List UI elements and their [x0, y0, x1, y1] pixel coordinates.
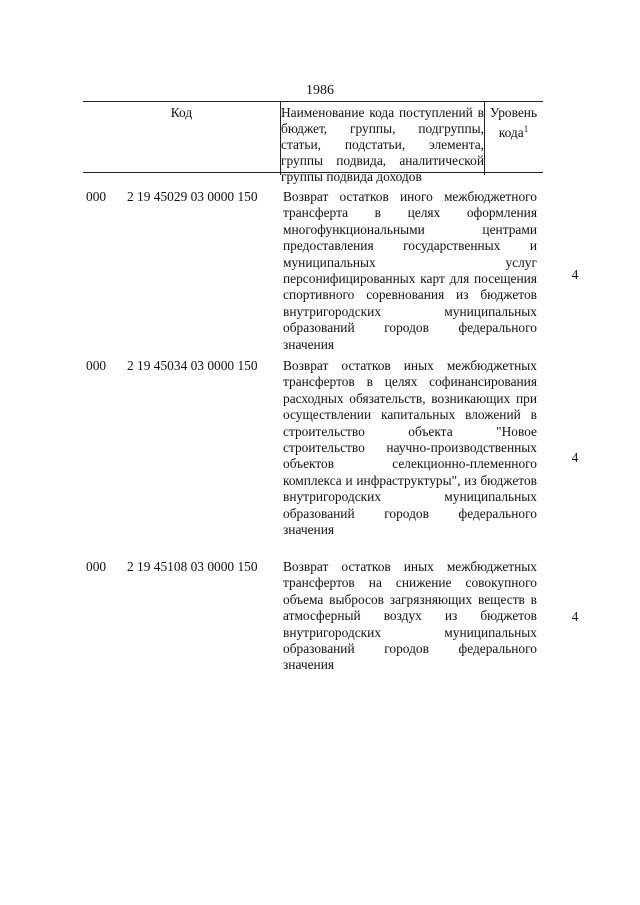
header-level — [484, 102, 543, 175]
row-name: Возврат остатков иного межбюджетного трансферта в целях оформления многофункциональными центрами предоставления государственных и муниципальных услуг персонифицированных карт для посещения спортивного соревнования из бюджетов внутригородских муниципальных образований городов федерального значения — [283, 189, 537, 352]
header-level-label: Уровень кода — [489, 105, 538, 140]
row-admin-code: 000 — [86, 358, 107, 373]
row-name: Возврат остатков иных межбюджетных трансфертов в целях софинансирования расходных обязательств, возникающих при осуществлении капитальных вложений в строительство объекта "Новое строительство научно-производственных объектов селекционно-племенного комплекса и инфраструктуры", из бюджетов внутригородских муниципальных образований городов федерального значения — [283, 358, 537, 538]
row-admin-code: 000 — [86, 189, 107, 204]
table-header — [83, 101, 543, 184]
row-income-code: 2 19 45029 03 0000 150 — [127, 189, 258, 204]
header-name: Наименование кода поступлений в бюджет, группы, подгруппы, статьи, подстатьи, элемента, группы подвида, аналитической группы подвида доходов — [280, 102, 485, 175]
page-number: 1986 — [306, 83, 334, 98]
row-name: Возврат остатков иных межбюджетных трансфертов на снижение совокупного объема выбросов загрязняющих веществ в атмосферный воздух из бюджетов внутригородских муниципальных образований городов федерального значения — [283, 559, 537, 673]
row-admin-code: 000 — [86, 559, 107, 574]
row-income-code: 2 19 45108 03 0000 150 — [127, 559, 258, 574]
row-level: 4 — [571, 267, 579, 282]
row-level: 4 — [571, 450, 579, 465]
header-level-footnote: 1 — [523, 124, 529, 134]
row-income-code: 2 19 45034 03 0000 150 — [127, 358, 258, 373]
row-level: 4 — [571, 609, 579, 624]
header-code: Код — [170, 105, 193, 120]
